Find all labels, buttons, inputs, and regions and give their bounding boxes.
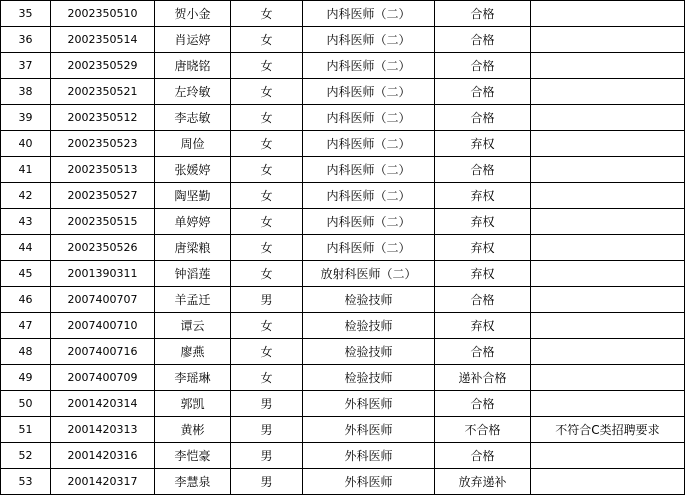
- cell-candidate-id: 2002350513: [51, 157, 155, 183]
- cell-gender: 男: [231, 287, 303, 313]
- cell-candidate-id: 2007400709: [51, 365, 155, 391]
- cell-position: 检验技师: [303, 339, 435, 365]
- cell-gender: 女: [231, 365, 303, 391]
- cell-name: 廖燕: [155, 339, 231, 365]
- table-row: [1, 1, 685, 27]
- cell-index: 39: [1, 105, 51, 131]
- cell-candidate-id: 2002350526: [51, 235, 155, 261]
- cell-gender: 男: [231, 391, 303, 417]
- cell-note: [531, 27, 685, 53]
- cell-candidate-id: 2007400710: [51, 313, 155, 339]
- cell-result: 弃权: [435, 131, 531, 157]
- cell-result: 合格: [435, 287, 531, 313]
- table-row: [1, 79, 685, 105]
- cell-index: 35: [1, 1, 51, 27]
- cell-index: 47: [1, 313, 51, 339]
- cell-name: 单婷婷: [155, 209, 231, 235]
- cell-position: 内科医师（二）: [303, 79, 435, 105]
- cell-candidate-id: 2002350512: [51, 105, 155, 131]
- cell-index: 51: [1, 417, 51, 443]
- cell-name: 谭云: [155, 313, 231, 339]
- cell-gender: 女: [231, 79, 303, 105]
- table-row: [1, 53, 685, 79]
- cell-position: 内科医师（二）: [303, 27, 435, 53]
- cell-note: [531, 313, 685, 339]
- cell-candidate-id: 2001420314: [51, 391, 155, 417]
- cell-gender: 男: [231, 417, 303, 443]
- cell-index: 41: [1, 157, 51, 183]
- cell-note: [531, 53, 685, 79]
- cell-index: 48: [1, 339, 51, 365]
- cell-name: 羊孟迁: [155, 287, 231, 313]
- cell-note: [531, 339, 685, 365]
- cell-name: 钟滔莲: [155, 261, 231, 287]
- cell-candidate-id: 2001420316: [51, 443, 155, 469]
- cell-note: [531, 443, 685, 469]
- cell-name: 李瑶琳: [155, 365, 231, 391]
- table-row: [1, 235, 685, 261]
- table-row: [1, 131, 685, 157]
- cell-index: 45: [1, 261, 51, 287]
- cell-position: 放射科医师（二）: [303, 261, 435, 287]
- cell-name: 郭凯: [155, 391, 231, 417]
- cell-position: 内科医师（二）: [303, 53, 435, 79]
- cell-name: 张媛婷: [155, 157, 231, 183]
- table-row: [1, 287, 685, 313]
- cell-position: 内科医师（二）: [303, 157, 435, 183]
- cell-position: 检验技师: [303, 365, 435, 391]
- table-row: [1, 261, 685, 287]
- table-row: [1, 417, 685, 443]
- table-row: [1, 443, 685, 469]
- table-row: [1, 365, 685, 391]
- cell-position: 外科医师: [303, 391, 435, 417]
- cell-gender: 女: [231, 157, 303, 183]
- cell-index: 43: [1, 209, 51, 235]
- cell-index: 38: [1, 79, 51, 105]
- table-row: [1, 339, 685, 365]
- cell-result: 合格: [435, 79, 531, 105]
- cell-position: 检验技师: [303, 313, 435, 339]
- cell-position: 内科医师（二）: [303, 183, 435, 209]
- cell-note: [531, 79, 685, 105]
- cell-gender: 女: [231, 313, 303, 339]
- cell-index: 46: [1, 287, 51, 313]
- cell-result: 不合格: [435, 417, 531, 443]
- cell-candidate-id: 2007400707: [51, 287, 155, 313]
- table-row: [1, 183, 685, 209]
- cell-result: 弃权: [435, 261, 531, 287]
- cell-name: 黄彬: [155, 417, 231, 443]
- cell-gender: 女: [231, 105, 303, 131]
- cell-note: [531, 105, 685, 131]
- cell-index: 49: [1, 365, 51, 391]
- cell-note: [531, 365, 685, 391]
- cell-note: [531, 157, 685, 183]
- cell-note: [531, 131, 685, 157]
- cell-result: 合格: [435, 1, 531, 27]
- cell-position: 内科医师（二）: [303, 131, 435, 157]
- cell-gender: 男: [231, 469, 303, 495]
- cell-position: 内科医师（二）: [303, 105, 435, 131]
- cell-note: [531, 1, 685, 27]
- cell-candidate-id: 2002350523: [51, 131, 155, 157]
- cell-gender: 女: [231, 261, 303, 287]
- cell-note: [531, 209, 685, 235]
- cell-position: 内科医师（二）: [303, 235, 435, 261]
- cell-position: 外科医师: [303, 417, 435, 443]
- cell-gender: 女: [231, 209, 303, 235]
- cell-note: [531, 469, 685, 495]
- cell-note: [531, 261, 685, 287]
- cell-note: [531, 235, 685, 261]
- table-row: [1, 469, 685, 495]
- cell-gender: 男: [231, 443, 303, 469]
- cell-result: 合格: [435, 157, 531, 183]
- cell-result: 合格: [435, 27, 531, 53]
- cell-candidate-id: 2001420317: [51, 469, 155, 495]
- cell-index: 42: [1, 183, 51, 209]
- cell-result: 合格: [435, 443, 531, 469]
- cell-candidate-id: 2002350527: [51, 183, 155, 209]
- cell-index: 52: [1, 443, 51, 469]
- cell-name: 陶坚勤: [155, 183, 231, 209]
- cell-index: 36: [1, 27, 51, 53]
- cell-gender: 女: [231, 53, 303, 79]
- cell-position: 外科医师: [303, 469, 435, 495]
- cell-name: 李慧泉: [155, 469, 231, 495]
- cell-position: 内科医师（二）: [303, 209, 435, 235]
- cell-result: 弃权: [435, 209, 531, 235]
- cell-result: 合格: [435, 105, 531, 131]
- cell-name: 左玲敏: [155, 79, 231, 105]
- table-row: [1, 105, 685, 131]
- cell-gender: 女: [231, 27, 303, 53]
- cell-gender: 女: [231, 235, 303, 261]
- cell-result: 弃权: [435, 235, 531, 261]
- cell-name: 李恺豪: [155, 443, 231, 469]
- cell-result: 合格: [435, 391, 531, 417]
- cell-candidate-id: 2002350514: [51, 27, 155, 53]
- cell-position: 外科医师: [303, 443, 435, 469]
- table-row: [1, 313, 685, 339]
- table-row: [1, 391, 685, 417]
- cell-result: 弃权: [435, 313, 531, 339]
- cell-index: 53: [1, 469, 51, 495]
- cell-index: 40: [1, 131, 51, 157]
- cell-candidate-id: 2002350529: [51, 53, 155, 79]
- cell-name: 贺小金: [155, 1, 231, 27]
- cell-gender: 女: [231, 131, 303, 157]
- cell-candidate-id: 2002350510: [51, 1, 155, 27]
- cell-index: 50: [1, 391, 51, 417]
- cell-result: 合格: [435, 339, 531, 365]
- cell-candidate-id: 2002350515: [51, 209, 155, 235]
- table-body: [1, 1, 685, 495]
- cell-candidate-id: 2007400716: [51, 339, 155, 365]
- cell-gender: 女: [231, 183, 303, 209]
- cell-candidate-id: 2001390311: [51, 261, 155, 287]
- cell-name: 唐梁粮: [155, 235, 231, 261]
- cell-result: 放弃递补: [435, 469, 531, 495]
- cell-result: 合格: [435, 53, 531, 79]
- cell-candidate-id: 2002350521: [51, 79, 155, 105]
- cell-note: 不符合C类招聘要求: [531, 417, 685, 443]
- cell-position: 内科医师（二）: [303, 1, 435, 27]
- cell-candidate-id: 2001420313: [51, 417, 155, 443]
- cell-name: 肖运婷: [155, 27, 231, 53]
- cell-note: [531, 287, 685, 313]
- cell-position: 检验技师: [303, 287, 435, 313]
- cell-gender: 女: [231, 1, 303, 27]
- cell-name: 周俭: [155, 131, 231, 157]
- cell-name: 唐晓铭: [155, 53, 231, 79]
- table-row: [1, 209, 685, 235]
- cell-name: 李志敏: [155, 105, 231, 131]
- cell-index: 44: [1, 235, 51, 261]
- cell-result: 递补合格: [435, 365, 531, 391]
- table-row: [1, 27, 685, 53]
- table-row: [1, 157, 685, 183]
- cell-note: [531, 391, 685, 417]
- cell-index: 37: [1, 53, 51, 79]
- cell-result: 弃权: [435, 183, 531, 209]
- cell-note: [531, 183, 685, 209]
- cell-gender: 女: [231, 339, 303, 365]
